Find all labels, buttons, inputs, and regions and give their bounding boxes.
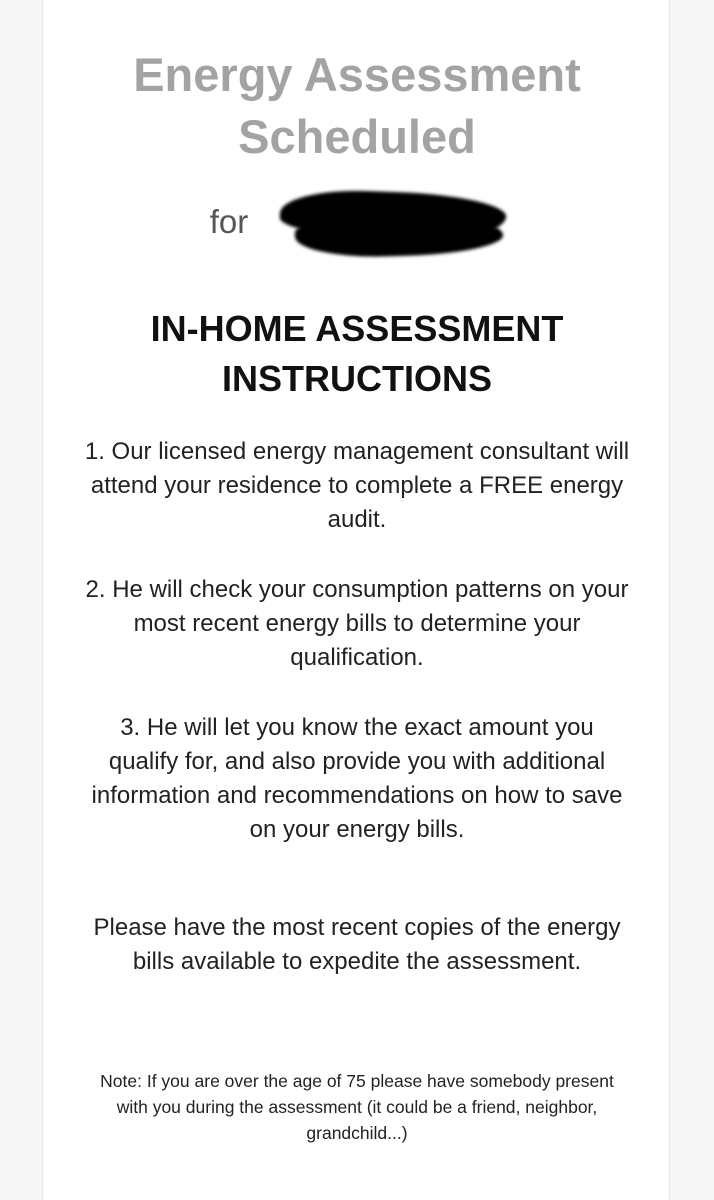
bills-reminder: Please have the most recent copies of the energy bills available to expedite the assessment.	[93, 914, 621, 975]
for-label: for	[209, 203, 249, 240]
page-title	[43, 44, 671, 168]
instruction-step-1: 1. Our licensed energy management consultant will attend your residence to complete a FREE energy audit.	[84, 438, 630, 533]
age-note: Note: If you are over the age of 75 please have somebody present with you during the assessment (it could be a friend, neighbor, grandchild...)	[100, 1071, 614, 1143]
heading-line-1: IN-HOME ASSESSMENT	[150, 308, 564, 349]
instruction-step-2: 2. He will check your consumption patterns on your most recent energy bills to determine your qualification.	[85, 576, 629, 671]
title-line-2: Scheduled	[238, 110, 476, 163]
heading-line-2: INSTRUCTIONS	[222, 358, 492, 399]
document-page	[42, 0, 670, 1200]
title-line-1: Energy Assessment	[133, 48, 581, 101]
instructions-heading	[43, 304, 671, 404]
instruction-step-3: 3. He will let you know the exact amount you qualify for, and also provide you with additional information and recommendations on how to save on your energy bills.	[91, 714, 623, 843]
